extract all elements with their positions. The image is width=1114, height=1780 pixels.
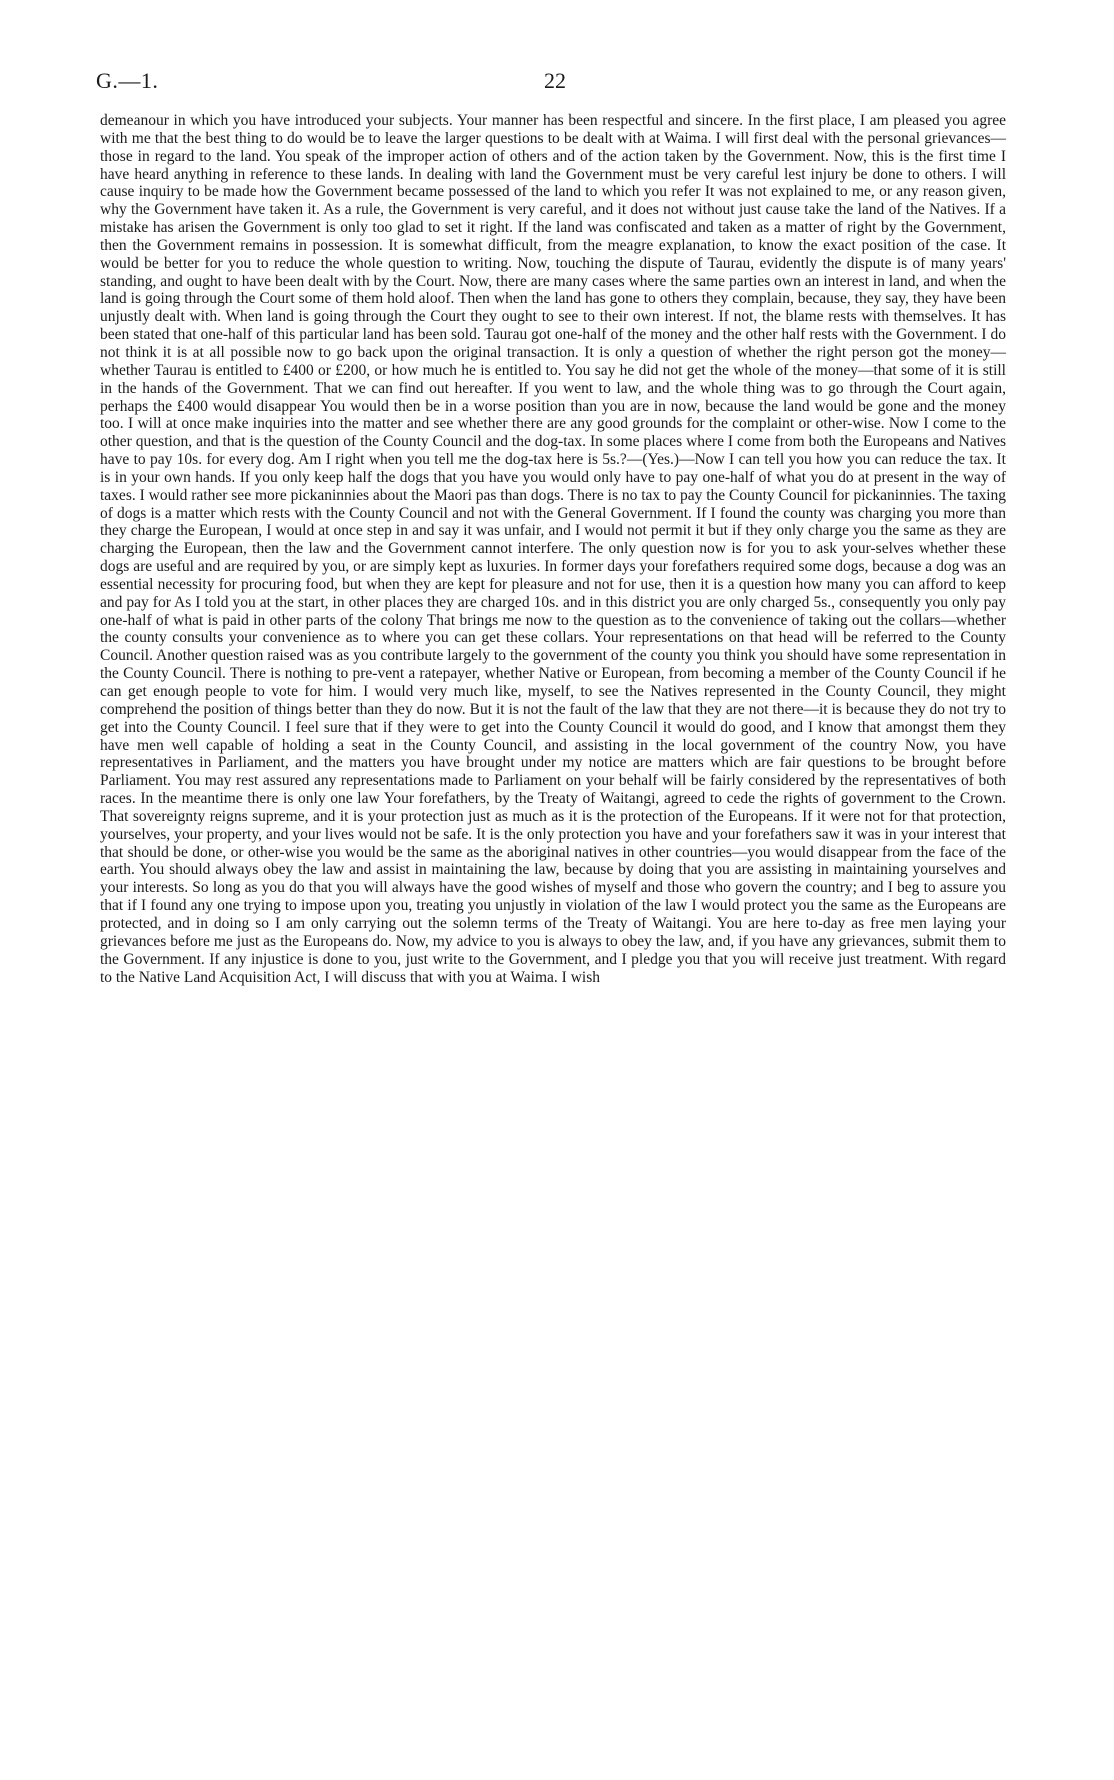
document-reference: G.—1. [96, 68, 159, 93]
page-number: 22 [544, 68, 566, 93]
body-text-column [100, 112, 1006, 986]
page-header [96, 68, 1014, 98]
body-paragraph: demeanour in which you have introduced your subjects. Your manner has been respectful and sincere. In the first place, I am pleased you agree with me that the best thing to do would be to leave the larger questions to be dealt with at Waima. I will first deal with the personal grievances—those in regard to the land. You speak of the improper action of others and of the action taken by the Government. Now, this is the first time I have heard anything in reference to these lands. In dealing with land the Government must be very careful lest injury be done to others. I will cause inquiry to be made how the Government became possessed of the land to which you refer It was not explained to me, or any reason given, why the Government have taken it. As a rule, the Government is very careful, and it does not without just cause take the land of the Natives. If a mistake has arisen the Government is only too glad to set it right. If the land was confiscated and taken as a matter of right by the Government, then the Government remains in possession. It is somewhat difficult, from the meagre explanation, to know the exact position of the case. It would be better for you to reduce the whole question to writing. Now, touching the dispute of Taurau, evidently the dispute is of many years' standing, and ought to have been dealt with by the Court. Now, there are many cases where the same parties own an interest in land, and when the land is going through the Court some of them hold aloof. Then when the land has gone to others they complain, because, they say, they have been unjustly dealt with. When land is going through the Court they ought to see to their own interest. If not, the blame rests with themselves. It has been stated that one-half of this particular land has been sold. Taurau got one-half of the money and the other half rests with the Government. I do not think it is at all possible now to go back upon the original transaction. It is only a question of whether the right person got the money—whether Taurau is entitled to £400 or £200, or how much he is entitled to. You say he did not get the whole of the money—that some of it is still in the hands of the Government. That we can find out hereafter. If you went to law, and the whole thing was to go through the Court again, perhaps the £400 would disappear You would then be in a worse position than you are in now, because the land would be gone and the money too. I will at once make inquiries into the matter and see whether there are any good grounds for the complaint or other-wise. Now I come to the other question, and that is the question of the County Council and the dog-tax. In some places where I come from both the Europeans and Natives have to pay 10s. for every dog. Am I right when you tell me the dog-tax here is 5s.?—(Yes.)—Now I can tell you how you can reduce the tax. It is in your own hands. If you only keep half the dogs that you have you would only have to pay one-half of what you do at present in the way of taxes. I would rather see more pickaninnies about the Maori pas than dogs. There is no tax to pay the County Council for pickaninnies. The taxing of dogs is a matter which rests with the County Council and not with the General Government. If I found the county was charging you more than they charge the European, I would at once step in and say it was unfair, and I would not permit it but if they only charge you the same as they are charging the European, then the law and the Government cannot interfere. The only question now is for you to ask your-selves whether these dogs are useful and are required by you, or are simply kept as luxuries. In former days your forefathers required some dogs, because a dog was an essential necessity for procuring food, but when they are kept for pleasure and not for use, then it is a question how many you can afford to keep and pay for As I told you at the start, in other places they are charged 10s. and in this district you are only charged 5s., consequently you only pay one-half of what is paid in other parts of the colony That brings me now to the question as to the convenience of taking out the collars—whether the county consults your convenience as to where you can get these collars. Your representations on that head will be referred to the County Council. Another question raised was as you contribute largely to the government of the county you think you should have some representation in the County Council. There is nothing to pre-vent a ratepayer, whether Native or European, from becoming a member of the County Council if he can get enough people to vote for him. I would very much like, myself, to see the Natives represented in the County Council, they might comprehend the position of things better than they do now. But it is not the fault of the law that they are not there—it is because they do not try to get into the County Council. I feel sure that if they were to get into the County Council it would do good, and I know that amongst them they have men well capable of holding a seat in the County Council, and assisting in the local government of the country Now, you have representatives in Parliament, and the matters you have brought under my notice are matters which are fair questions to be brought before Parliament. You may rest assured any representations made to Parliament on your behalf will be fairly considered by the representatives of both races. In the meantime there is only one law Your forefathers, by the Treaty of Waitangi, agreed to cede the rights of government to the Crown. That sovereignty reigns supreme, and it is your protection just as much as it is the protection of the Europeans. If it were not for that protection, yourselves, your property, and your lives would not be safe. It is the only protection you have and your forefathers saw it was in your interest that that should be done, or other-wise you would be the same as the aboriginal natives in other countries—you would disappear from the face of the earth. You should always obey the law and assist in maintaining the law, because by doing that you are assisting in maintaining yourselves and your interests. So long as you do that you will always have the good wishes of myself and those who govern the country; and I beg to assure you that if I found any one trying to impose upon you, treating you unjustly in violation of the law I would protect you the same as the Europeans are protected, and in doing so I am only carrying out the solemn terms of the Treaty of Waitangi. You are here to-day as free men laying your grievances before me just as the Europeans do. Now, my advice to you is always to obey the law, and, if you have any grievances, submit them to the Government. If any injustice is done to you, just write to the Government, and I pledge you that you will receive just treatment. With regard to the Native Land Acquisition Act, I will discuss that with you at Waima. I wish [100, 112, 1006, 986]
